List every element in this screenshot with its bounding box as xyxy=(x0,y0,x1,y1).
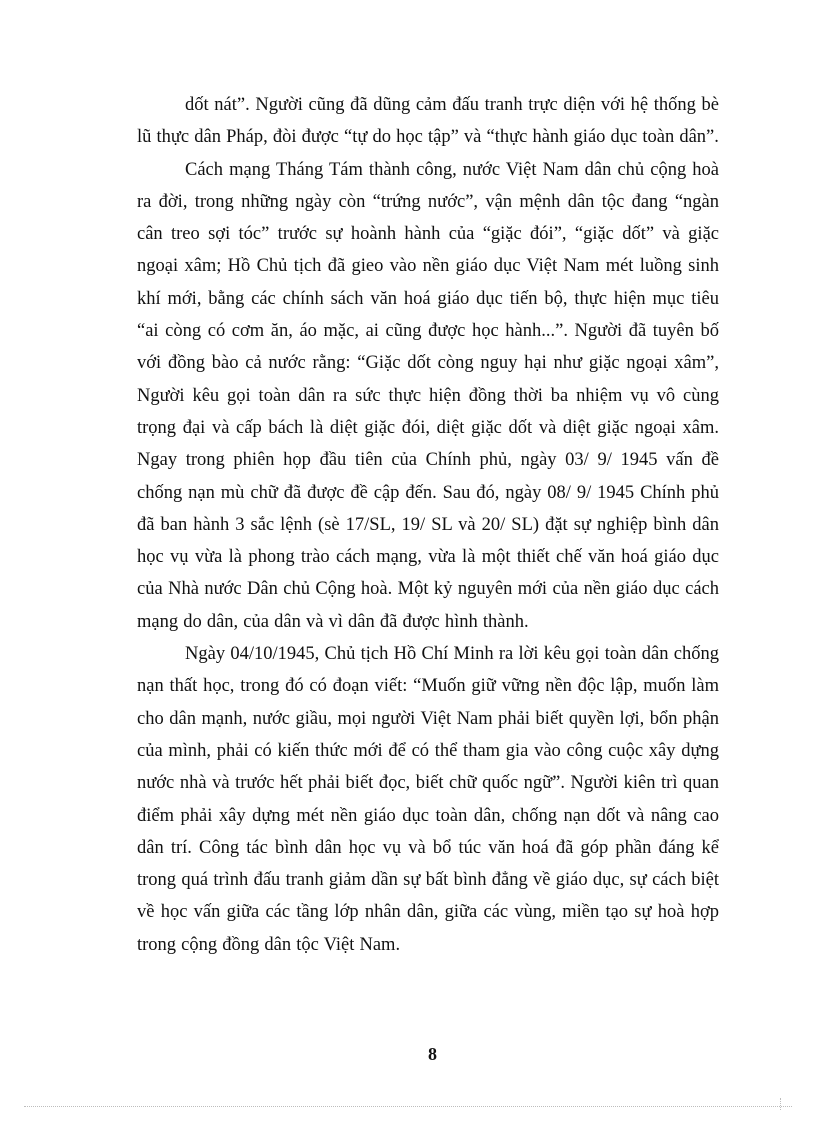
footer-divider xyxy=(24,1106,792,1107)
paragraph-call-against-illiteracy: Ngày 04/10/1945, Chủ tịch Hồ Chí Minh ra lời kêu gọi toàn dân chống nạn thất học, trong đó có đoạn viết: “Muốn giữ vững nền độc lập, muốn làm cho dân mạnh, nước giầu, mọi người Việt Nam phải biết quyền lợi, bổn phận của mình, phải có kiến thức mới để có thể tham gia vào công cuộc xây dựng nước nhà và trước hết phải biết đọc, biết chữ quốc ngữ”. Người kiên trì quan điểm phải xây dựng mét nền giáo dục toàn dân, chống nạn dốt và nâng cao dân trí. Công tác bình dân học vụ và bổ túc văn hoá đã góp phần đáng kể trong quá trình đấu tranh giảm dần sự bất bình đẳng về giáo dục, sự cách biệt về học vấn giữa các tầng lớp nhân dân, giữa các vùng, miền tạo sự hoà hợp trong cộng đồng dân tộc Việt Nam. xyxy=(137,644,719,955)
body-text xyxy=(137,89,719,961)
paragraph-continuation: dốt nát”. Người cũng đã dũng cảm đấu tranh trực diện với hệ thống bè lũ thực dân Pháp, đòi được “tự do học tập” và “thực hành giáo dục toàn dân”. xyxy=(137,95,719,148)
footer-corner-mark xyxy=(780,1098,781,1110)
paragraph-august-revolution: Cách mạng Tháng Tám thành công, nước Việt Nam dân chủ cộng hoà ra đời, trong những ngày còn “trứng nước”, vận mệnh dân tộc đang “ngàn cân treo sợi tóc” trước sự hoành hành của “giặc đói”, “giặc dốt” và giặc ngoại xâm; Hồ Chủ tịch đã gieo vào nền giáo dục Việt Nam mét luồng sinh khí mới, bằng các chính sách văn hoá giáo dục tiến bộ, thực hiện mục tiêu “ai còng có cơm ăn, áo mặc, ai cũng được học hành...”. Người đã tuyên bố với đồng bào cả nước rằng: “Giặc dốt còng nguy hại như giặc ngoại xâm”, Người kêu gọi toàn dân ra sức thực hiện đồng thời ba nhiệm vụ vô cùng trọng đại và cấp bách là diệt giặc đói, diệt giặc dốt và diệt giặc ngoại xâm. Ngay trong phiên họp đầu tiên của Chính phủ, ngày 03/ 9/ 1945 vấn đề chống nạn mù chữ đã được đề cập đến. Sau đó, ngày 08/ 9/ 1945 Chính phủ đã ban hành 3 sắc lệnh (sè 17/SL, 19/ SL và 20/ SL) đặt sự nghiệp bình dân học vụ vừa là phong trào cách mạng, vừa là một thiết chế văn hoá giáo dục của Nhà nước Dân chủ Cộng hoà. Một kỷ nguyên mới của nền giáo dục cách mạng do dân, của dân và vì dân đã được hình thành. xyxy=(137,159,719,632)
page-number: 8 xyxy=(428,1044,437,1064)
